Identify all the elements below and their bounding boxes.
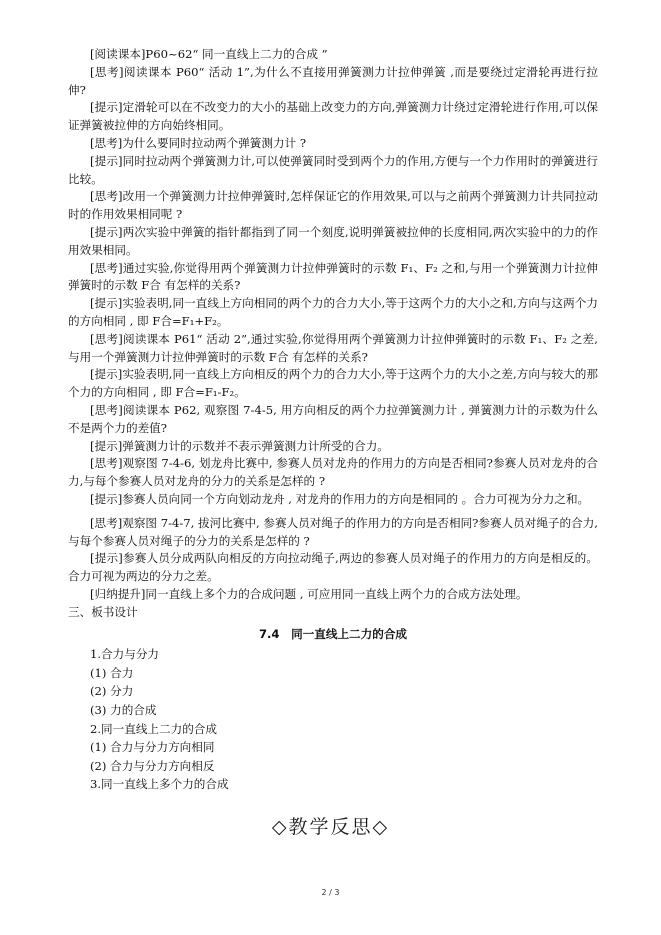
paragraph-summary: [归纳提升]同一直线上多个力的合成问题 , 可应用同一直线上两个力的合成方法处理。 [90,586,528,601]
paragraph-hint-6: [提示]弹簧测力计的示数并不表示弹簧测力计所受的合力。 [90,438,389,453]
main-text [68,46,598,794]
reflection-title: ◇教学反思◇ [271,816,390,838]
outline-item: (2) 合力与分力方向相反 [90,758,215,773]
outline-item: (1) 合力 [90,665,134,680]
outline-item: (2) 分力 [90,684,134,699]
outline-item: 2.同一直线上二力的合成 [90,721,217,736]
paragraph-hint-5: [提示]实验表明,同一直线上方向相反的两个力的合力大小,等于这两个力的大小之差,方向与较大的那个力的方向相同 , 即 F合=F₁-F₂。 [68,367,598,400]
paragraph-hint-8: [提示]参赛人员分成两队向相反的方向拉动绳子,两边的参赛人员对绳子的作用力的方向是相反的。 合力可视为两边的分力之差。 [68,551,598,584]
paragraph-think-2: [思考]为什么要同时拉动两个弹簧测力计 ? [90,135,307,150]
outline-item: (1) 合力与分力方向相同 [90,740,215,755]
section-heading: 三、板书设计 [68,604,138,619]
paragraph-think-3: [思考]改用一个弹簧测力计拉伸弹簧时,怎样保证它的作用效果,可以与之前两个弹簧测力计共同拉动时的作用效果相同呢 ? [68,189,598,222]
outline-item: (3) 力的合成 [90,703,157,718]
paragraph-reading: [阅读课本]P60~62“ 同一直线上二力的合成 ” [90,47,328,61]
paragraph-think-4: [思考]通过实验,你觉得用两个弹簧测力计拉伸弹簧时的示数 F₁、F₂ 之和,与用一个弹簧测力计拉伸弹簧时的示数 F合 有怎样的关系? [68,260,598,293]
paragraph-hint-4: [提示]实验表明,同一直线上方向相同的两个力的合力大小,等于这两个力的大小之和,方向与这两个力的方向相同 , 即 F合=F₁+F₂。 [68,296,598,328]
paragraph-hint-7: [提示]参赛人员向同一个方向划动龙舟 , 对龙舟的作用力的方向是相同的 。合力可视为分力之和。 [90,491,590,506]
outline-item: 1.合力与分力 [90,647,160,662]
outline-item: 3.同一直线上多个力的合成 [90,777,229,792]
paragraph-hint-2: [提示]同时拉动两个弹簧测力计,可以使弹簧同时受到两个力的作用,方便与一个力作用时的弹簧进行比较。 [68,153,598,186]
board-title: 7.4 同一直线上二力的合成 [258,626,408,641]
paragraph-think-1: [思考]阅读课本 P60“ 活动 1”,为什么不直接用弹簧测力计拉伸弹簧 ,而是要绕过定滑轮再进行拉伸? [68,64,598,97]
paragraph-hint-3: [提示]两次实验中弹簧的指针都指到了同一个刻度,说明弹簧被拉伸的长度相同,两次实验中的力的作用效果相同。 [68,224,598,257]
board-outline [68,645,598,794]
paragraph-think-5: [思考]阅读课本 P61“ 活动 2”,通过实验,你觉得用两个弹簧测力计拉伸弹簧时的示数 F₁、F₂ 之差,与用一个弹簧测力计拉伸弹簧时的示数 F合 有怎样的关系? [68,331,598,364]
page-number: 2 / 3 [321,888,340,897]
paragraph-think-6: [思考]阅读课本 P62, 观察图 7-4-5, 用方向相反的两个力拉弹簧测力计 , 弹簧测力计的示数为什么不是两个力的差值? [68,402,598,435]
paragraph-think-8: [思考]观察图 7-4-7, 拔河比赛中, 参赛人员对绳子的作用力的方向是否相同?参赛人员对绳子的合力, 与每个参赛人员对绳子的分力的关系是怎样的 ? [68,515,598,548]
paragraph-think-7: [思考]观察图 7-4-6, 划龙舟比赛中, 参赛人员对龙舟的作用力的方向是否相同?参赛人员对龙舟的合力,与每个参赛人员对龙舟的分力的关系是怎样的 ? [68,456,598,489]
paragraph-hint-1: [提示]定滑轮可以在不改变力的大小的基础上改变力的方向,弹簧测力计绕过定滑轮进行作用,可以保证弹簧被拉伸的方向始终相同。 [68,100,598,133]
